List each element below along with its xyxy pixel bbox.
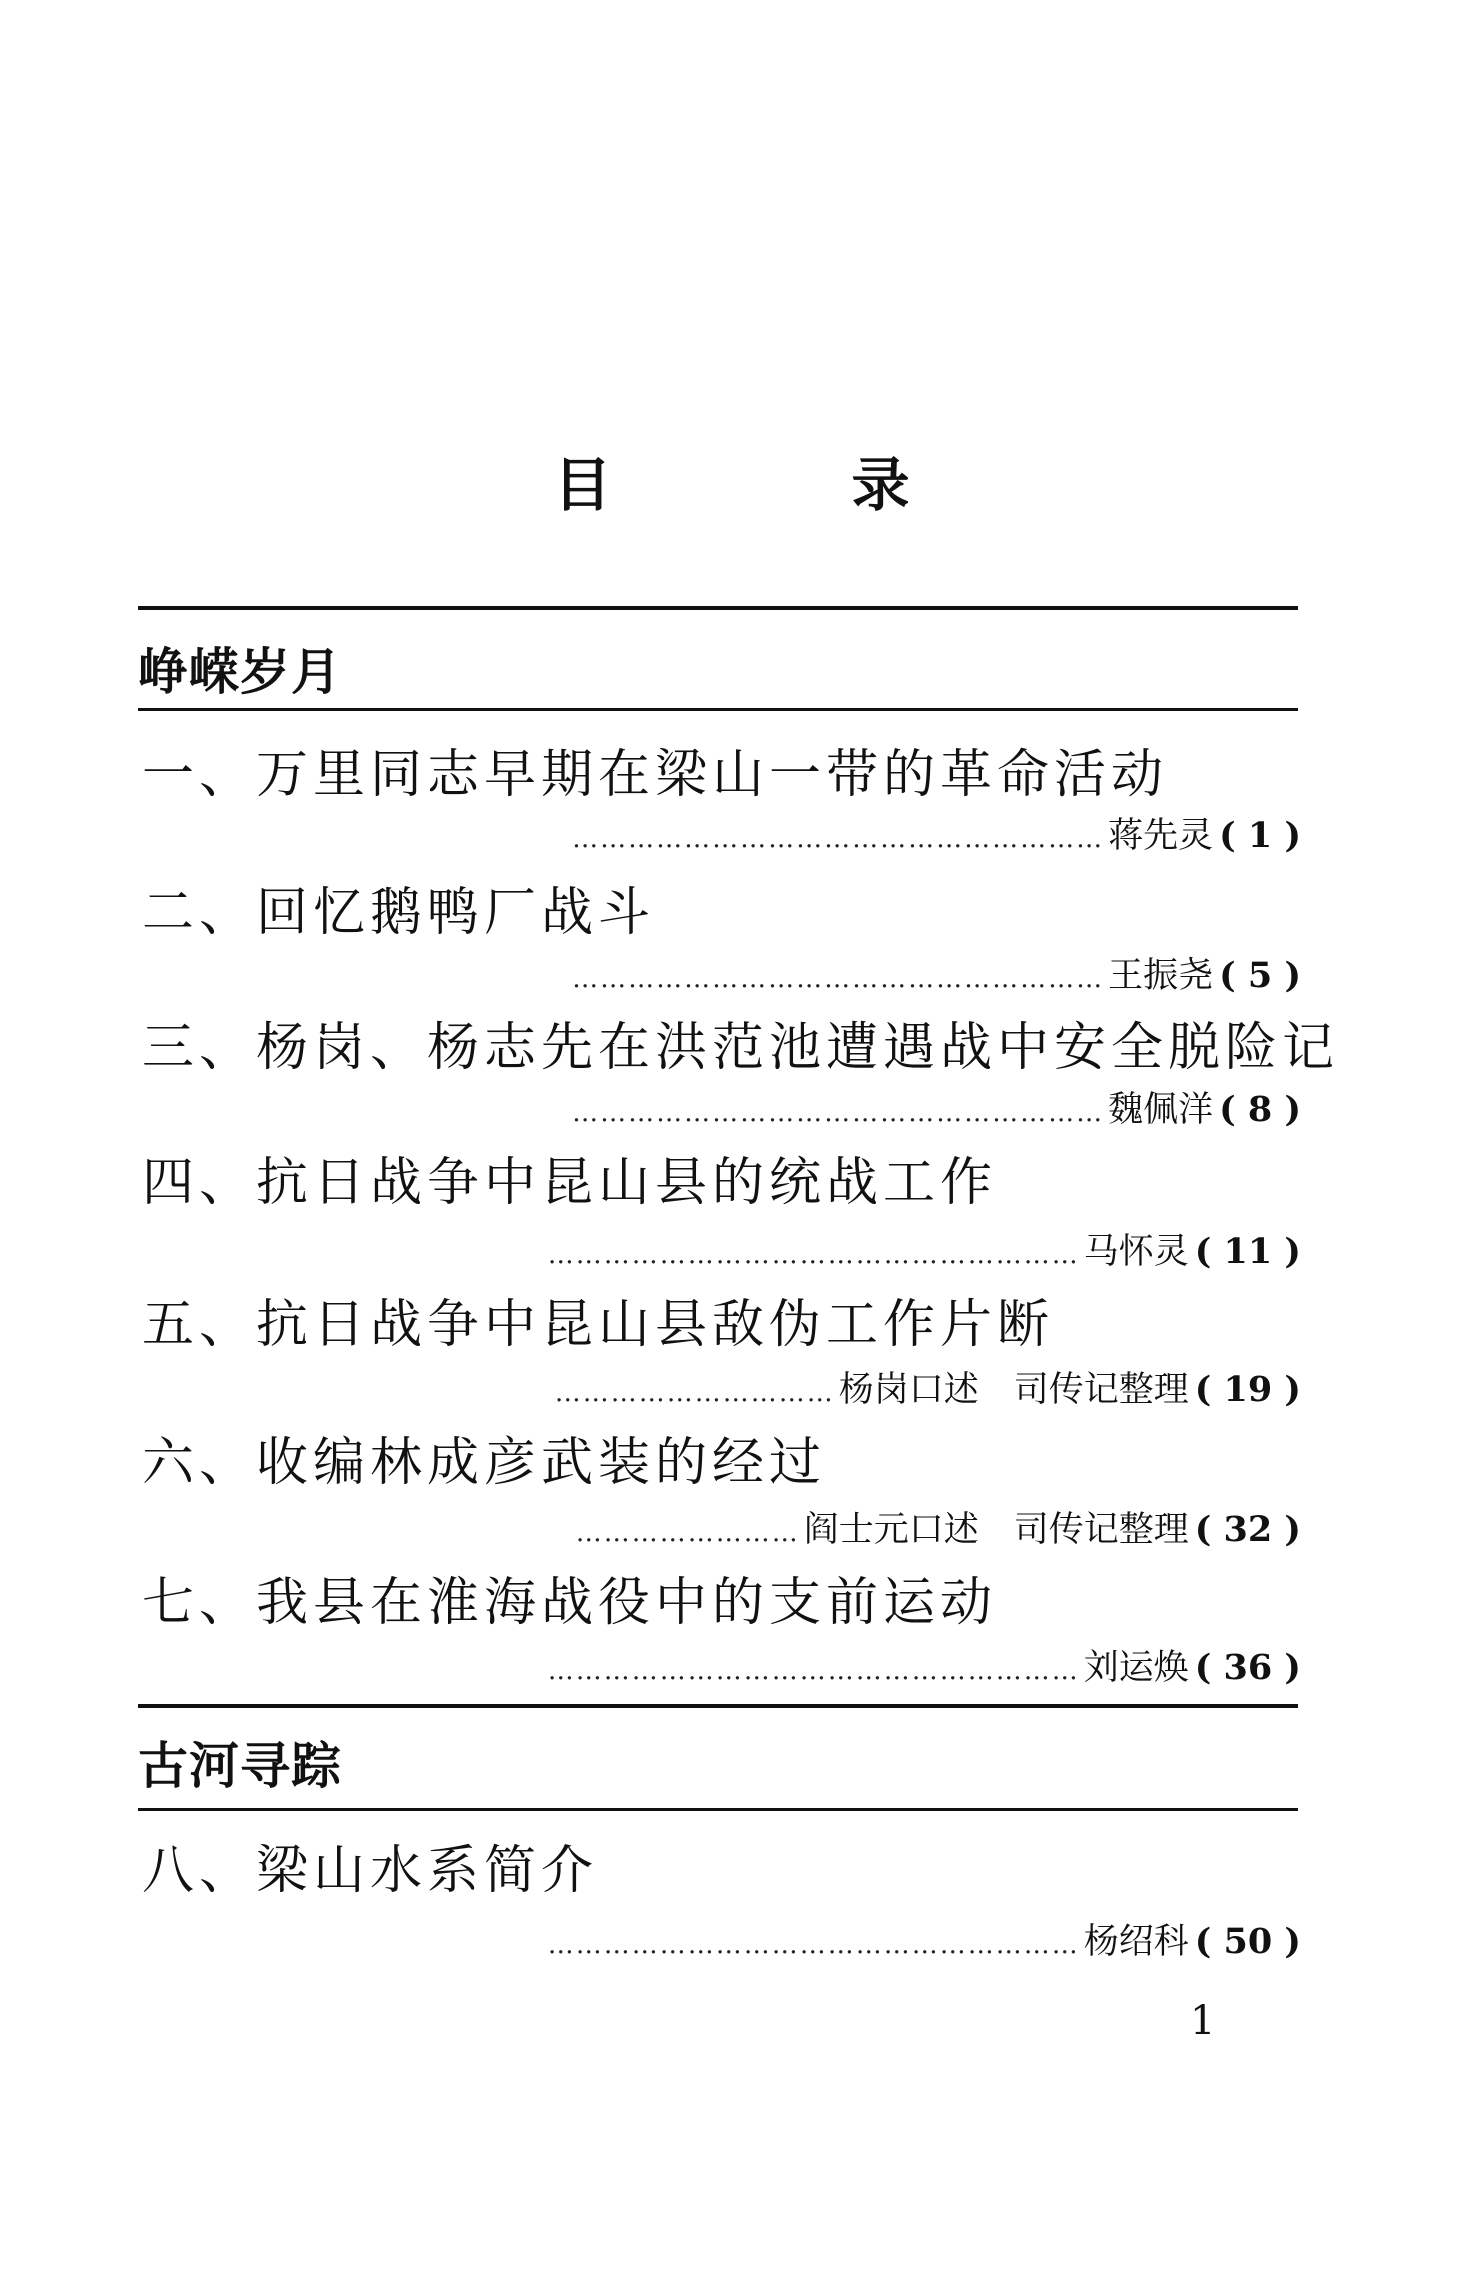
toc-entry-title[interactable]: 四、抗日战争中昆山县的统战工作 <box>142 1153 998 1213</box>
section-divider-bottom <box>138 1808 1298 1811</box>
toc-entry-author: 王振尧 <box>1108 956 1214 996</box>
leader-dots: ………………………………………………… <box>547 1656 1080 1686</box>
toc-entry-title[interactable]: 二、回忆鹅鸭厂战斗 <box>142 883 656 943</box>
toc-entry-meta <box>572 808 1301 858</box>
toc-entry-author: 蒋先灵 <box>1108 816 1214 856</box>
toc-entry-page[interactable]: ( 36 ) <box>1194 1647 1301 1688</box>
leader-dots: ………………………………………………… <box>572 824 1105 854</box>
section-divider-top <box>138 606 1298 610</box>
toc-entry-page[interactable]: ( 50 ) <box>1194 1921 1301 1962</box>
toc-entry-meta <box>548 1914 1301 1964</box>
leader-dots: ………………………………………………… <box>547 1240 1080 1270</box>
page-number: 1 <box>1190 1998 1216 2044</box>
leader-dots: ………………………………………………… <box>572 964 1105 994</box>
toc-entry-title[interactable]: 八、梁山水系简介 <box>142 1841 599 1901</box>
page-title <box>0 438 1463 522</box>
toc-entry-meta <box>548 1640 1301 1690</box>
toc-entry-author: 魏佩洋 <box>1108 1090 1214 1130</box>
toc-entry-author: 刘运焕 <box>1083 1648 1189 1688</box>
toc-entry-page[interactable]: ( 32 ) <box>1194 1509 1301 1550</box>
page-title-char-1: 目 <box>553 451 612 519</box>
toc-entry-meta <box>572 1082 1301 1132</box>
leader-dots: ………………………… <box>554 1378 835 1408</box>
toc-entry-page[interactable]: ( 11 ) <box>1194 1231 1301 1272</box>
page-title-char-2: 录 <box>851 451 910 519</box>
toc-entry-meta <box>548 1224 1301 1274</box>
toc-entry-title[interactable]: 一、万里同志早期在梁山一带的革命活动 <box>142 745 1169 805</box>
section-divider-top <box>138 1704 1298 1708</box>
toc-entry-title[interactable]: 五、抗日战争中昆山县敌伪工作片断 <box>142 1295 1055 1355</box>
toc-entry-meta <box>572 948 1301 998</box>
toc-entry-page[interactable]: ( 1 ) <box>1219 815 1301 856</box>
leader-dots: ………………………………………………… <box>547 1930 1080 1960</box>
section-heading: 峥嵘岁月 <box>138 643 342 701</box>
leader-dots: ………………………………………………… <box>572 1098 1105 1128</box>
toc-entry-title[interactable]: 七、我县在淮海战役中的支前运动 <box>142 1573 998 1633</box>
leader-dots: …………………… <box>575 1518 800 1548</box>
toc-entry-title[interactable]: 三、杨岗、杨志先在洪范池遭遇战中安全脱险记 <box>142 1018 1340 1078</box>
toc-entry-page[interactable]: ( 8 ) <box>1219 1089 1301 1130</box>
toc-entry-author: 杨绍科 <box>1083 1922 1189 1962</box>
toc-entry-meta <box>576 1502 1301 1552</box>
toc-entry-author: 阎士元口述 司传记整理 <box>803 1510 1189 1550</box>
section-divider-bottom <box>138 708 1298 711</box>
toc-entry-author: 杨岗口述 司传记整理 <box>838 1370 1189 1410</box>
section-heading: 古河寻踪 <box>138 1737 342 1795</box>
toc-entry-title[interactable]: 六、收编林成彦武装的经过 <box>142 1433 827 1493</box>
toc-entry-meta <box>555 1362 1301 1412</box>
toc-entry-page[interactable]: ( 19 ) <box>1194 1369 1301 1410</box>
toc-entry-page[interactable]: ( 5 ) <box>1219 955 1301 996</box>
toc-entry-author: 马怀灵 <box>1083 1232 1189 1272</box>
